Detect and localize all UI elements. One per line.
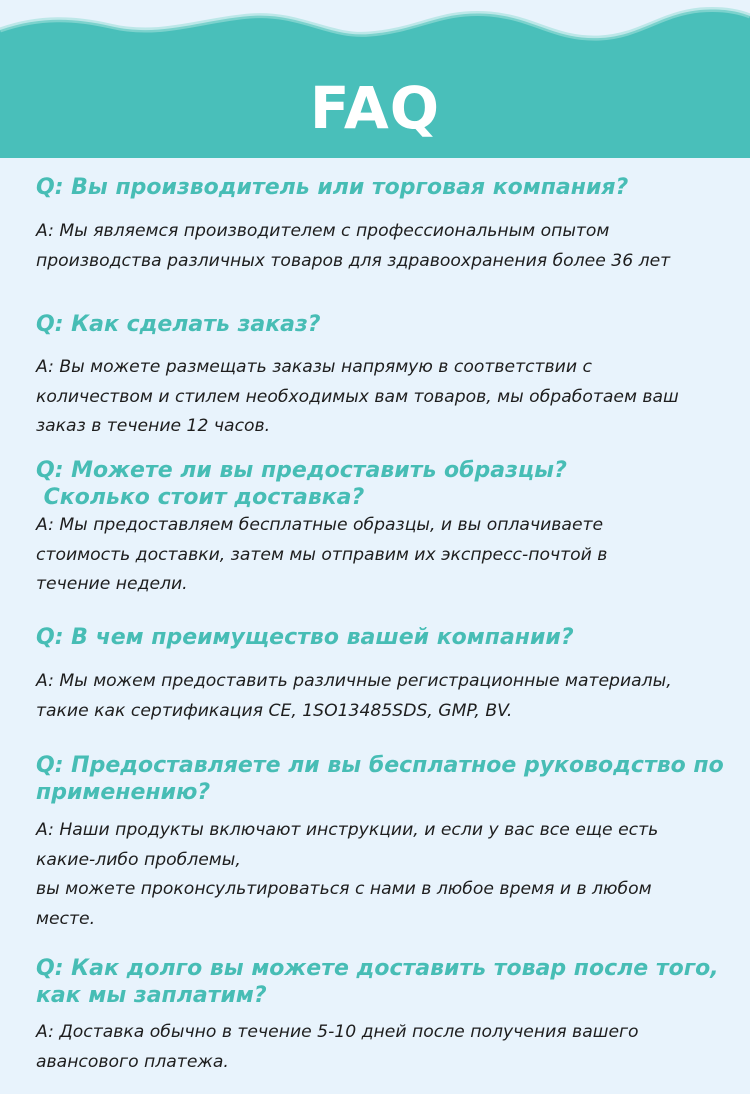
- question-text: Q: В чем преимущество вашей компании?: [36, 625, 574, 650]
- answer-text: A: Мы являемся производителем с профессиональным опытом производства различных товаров для здравоохранения более 36 лет: [36, 221, 671, 271]
- faq-item-1: [36, 174, 726, 276]
- faq-item-2: [36, 311, 726, 442]
- question-text: Q: Вы производитель или торговая компания?: [36, 175, 629, 200]
- answer-text: A: Доставка обычно в течение 5-10 дней после получения вашего авансового платежа.: [36, 1022, 639, 1072]
- faq-item-6: [36, 955, 726, 1077]
- answer-text: A: Мы предоставляем бесплатные образцы, и вы оплачиваете стоимость доставки, затем мы отправим их экспресс-почтой в течение недели.: [36, 515, 608, 594]
- question-text: Q: Как долго вы можете доставить товар после того, как мы заплатим?: [36, 956, 719, 1008]
- question-text: Q: Как сделать заказ?: [36, 312, 321, 337]
- faq-header: [0, 0, 750, 158]
- answer-text: A: Мы можем предоставить различные регистрационные материалы, такие как сертификация CE, 1SO13485SDS, GMP, BV.: [36, 671, 672, 721]
- question-text: Q: Предоставляете ли вы бесплатное руководство по применению?: [36, 753, 724, 805]
- question-text: Q: Можете ли вы предоставить образцы? Сколько стоит доставка?: [36, 458, 567, 510]
- answer-text: A: Вы можете размещать заказы напрямую в соответствии с количеством и стилем необходимых вам товаров, мы обработаем ваш заказ в течение 12 часов.: [36, 357, 679, 436]
- faq-item-3: [36, 457, 726, 600]
- faq-item-5: [36, 752, 726, 934]
- faq-item-4: [36, 624, 726, 726]
- page-title: FAQ: [309, 74, 441, 142]
- answer-text: A: Наши продукты включают инструкции, и если у вас все еще есть какие-либо проблемы, вы можете проконсультироваться с нами в любое время и в любом месте.: [36, 820, 659, 929]
